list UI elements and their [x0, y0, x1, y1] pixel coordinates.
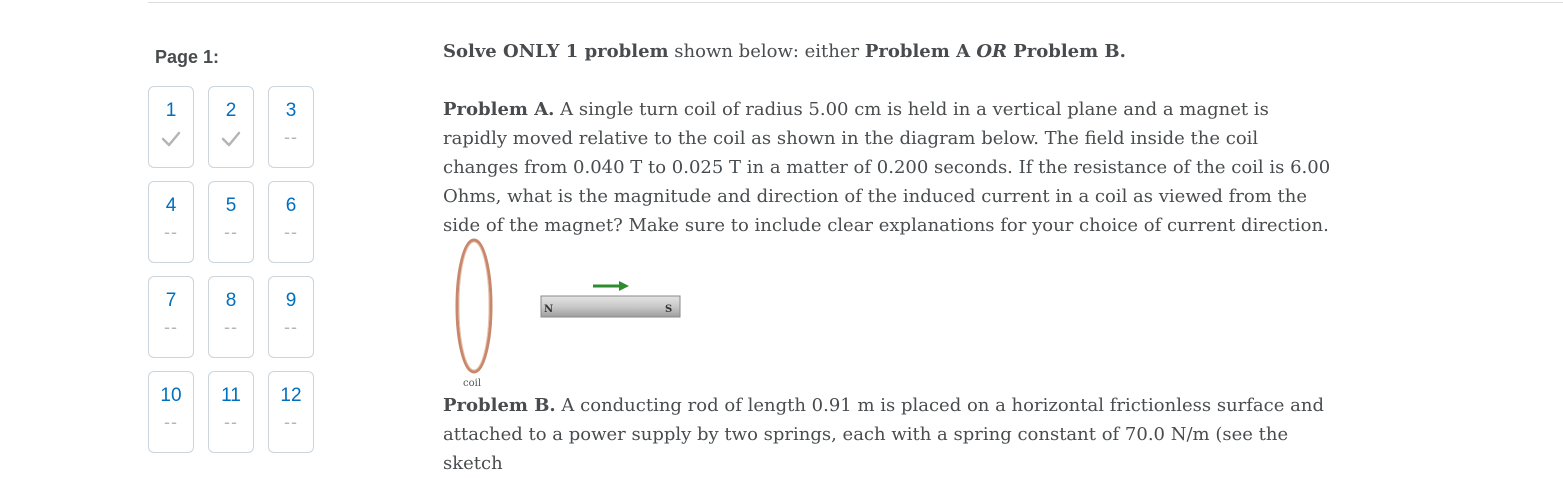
question-tile-5[interactable] — [208, 181, 254, 263]
problem-a-text: A single turn coil of radius 5.00 cm is held in a vertical plane and a magnet is rapidly moved relative to the coil as shown in the diagram below. The field inside the coil changes from 0.040 T to 0.025 T in a matter of 0.200 seconds. If the resistance of the coil is 6.00 Ohms, what is the magnitude and direction of the induced current in a coil as viewed from the side of the magnet? Make sure to include clear explanations for your choice of current direction. — [443, 99, 1331, 236]
unanswered-mark: -- — [164, 222, 178, 242]
question-tile-11[interactable] — [208, 371, 254, 453]
question-number: 11 — [221, 385, 241, 406]
question-number: 12 — [280, 385, 302, 406]
question-tile-1[interactable] — [148, 86, 194, 168]
problem-b — [443, 391, 1338, 478]
instructions-lead: Solve ONLY 1 problem — [443, 41, 669, 62]
problem-a-label: Problem A. — [443, 99, 555, 120]
unanswered-mark: -- — [224, 317, 238, 337]
question-tile-7[interactable] — [148, 276, 194, 358]
answered-check-icon — [149, 131, 193, 153]
unanswered-mark: -- — [164, 412, 178, 432]
problem-a — [443, 95, 1338, 240]
question-number: 8 — [225, 290, 237, 311]
page-label: Page 1: — [155, 47, 220, 67]
question-tile-10[interactable] — [148, 371, 194, 453]
unanswered-mark: -- — [224, 222, 238, 242]
instructions-problem-a: Problem A — [864, 41, 977, 62]
problem-b-text: A conducting rod of length 0.91 m is placed on a horizontal frictionless surface and attached to a power supply by two springs, each with a spring constant of 70.0 N/m (see the sketch — [443, 395, 1324, 474]
question-tile-2[interactable] — [208, 86, 254, 168]
question-tile-3[interactable] — [268, 86, 314, 168]
question-number: 3 — [285, 100, 297, 121]
instructions-middle: shown below: either — [668, 41, 865, 62]
question-tile-8[interactable] — [208, 276, 254, 358]
question-number: 6 — [285, 195, 297, 216]
question-tile-9[interactable] — [268, 276, 314, 358]
top-divider — [148, 2, 1563, 3]
instructions-problem-b: Problem B. — [1006, 41, 1126, 62]
unanswered-mark: -- — [284, 222, 298, 242]
motion-arrow — [593, 281, 629, 291]
question-tile-4[interactable] — [148, 181, 194, 263]
question-number: 5 — [225, 195, 237, 216]
question-tile-6[interactable] — [268, 181, 314, 263]
magnet-south-label: S — [665, 304, 673, 315]
question-number: 10 — [160, 385, 182, 406]
question-number: 4 — [165, 195, 177, 216]
bar-magnet — [541, 296, 680, 317]
unanswered-mark: -- — [284, 412, 298, 432]
question-tile-12[interactable] — [268, 371, 314, 453]
question-number: 9 — [285, 290, 297, 311]
question-number: 2 — [225, 100, 237, 121]
coil-label: coil — [463, 378, 482, 389]
unanswered-mark: -- — [224, 412, 238, 432]
question-number: 1 — [165, 100, 177, 121]
coil-magnet-diagram — [443, 236, 703, 392]
instructions-or: OR — [976, 41, 1007, 62]
coil-ring — [457, 240, 491, 372]
unanswered-mark: -- — [284, 127, 298, 147]
unanswered-mark: -- — [284, 317, 298, 337]
magnet-north-label: N — [544, 304, 554, 315]
unanswered-mark: -- — [164, 317, 178, 337]
instructions — [443, 37, 1126, 66]
answered-check-icon — [209, 131, 253, 153]
question-number: 7 — [165, 290, 177, 311]
problem-b-label: Problem B. — [443, 395, 556, 416]
